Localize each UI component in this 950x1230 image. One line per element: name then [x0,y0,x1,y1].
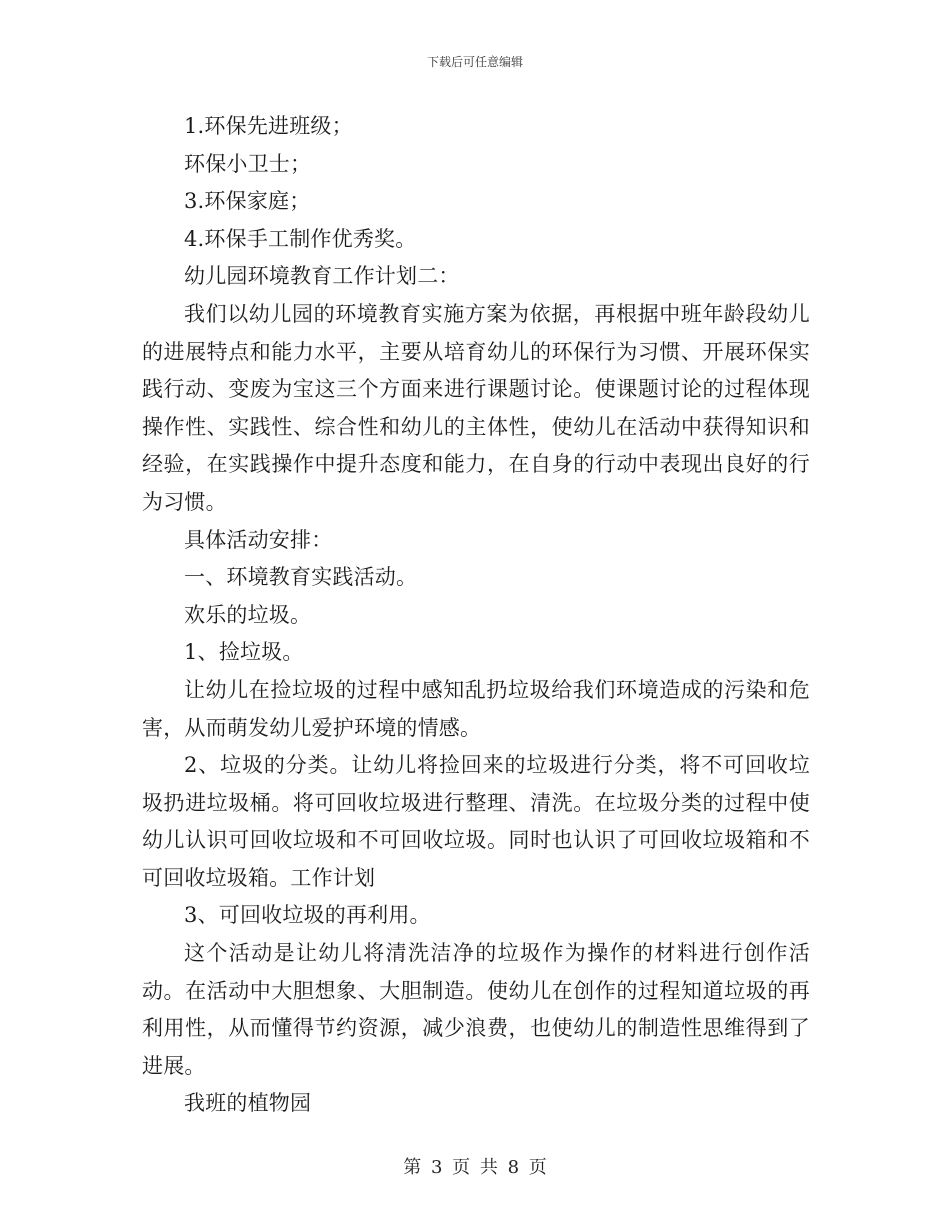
list-item-family-award: 3.环保家庭； [184,189,311,214]
page-header-note: 下载后可任意编辑 [426,55,523,69]
paragraph-sorting: 2、垃圾的分类。让幼儿将捡回来的垃圾进行分类，将不可回收垃圾扔进垃圾桶。将可回收垃圾进行整理、清洗。在垃圾分类的过程中使幼儿认识可回收垃圾和不可回收垃圾。同时也认识了可回收垃圾箱和不可回收垃圾箱。工作计划 [142,753,810,890]
section-heading-plan-two: 幼儿园环境教育工作计划二： [184,264,460,289]
paragraph-intro: 我们以幼儿园的环境教育实施方案为依据，再根据中班年龄段幼儿的进展特点和能力水平，主要从培育幼儿的环保行为习惯、开展环保实践行动、变废为宝这三个方面来进行课题讨论。使课题讨论的过程体现操作性、实践性、综合性和幼儿的主体性，使幼儿在活动中获得知识和经验，在实践操作中提升态度和能力，在自身的行动中表现出良好的行为习惯。 [142,301,810,514]
list-item-class-award: 1.环保先进班级； [184,114,353,138]
subheading-happy-garbage: 欢乐的垃圾。 [184,602,312,627]
list-item-handcraft-award: 4.环保手工制作优秀奖。 [184,226,417,251]
subheading-practice: 一、环境教育实践活动。 [184,565,418,590]
subheading-plant-garden: 我班的植物园 [184,1091,312,1116]
item-recycle-reuse: 3、可回收垃圾的再利用。 [184,903,431,928]
paragraph-pick-garbage: 让幼儿在捡垃圾的过程中感知乱扔垃圾给我们环境造成的污染和危害，从而萌发幼儿爱护环境的情感。 [142,677,810,740]
section-heading-activities: 具体活动安排： [184,527,333,552]
list-item-guardian-award: 环保小卫士； [184,151,312,176]
item-pick-garbage: 1、捡垃圾。 [184,640,304,665]
paragraph-recycle-reuse: 这个活动是让幼儿将清洗洁净的垃圾作为操作的材料进行创作活动。在活动中大胆想象、大胆制造。使幼儿在创作的过程知道垃圾的再利用性，从而懂得节约资源，减少浪费，也使幼儿的制造性思维得到了进展。 [142,941,810,1078]
page-number: 第 3 页 共 8 页 [403,1157,547,1178]
document-body [142,108,810,1123]
